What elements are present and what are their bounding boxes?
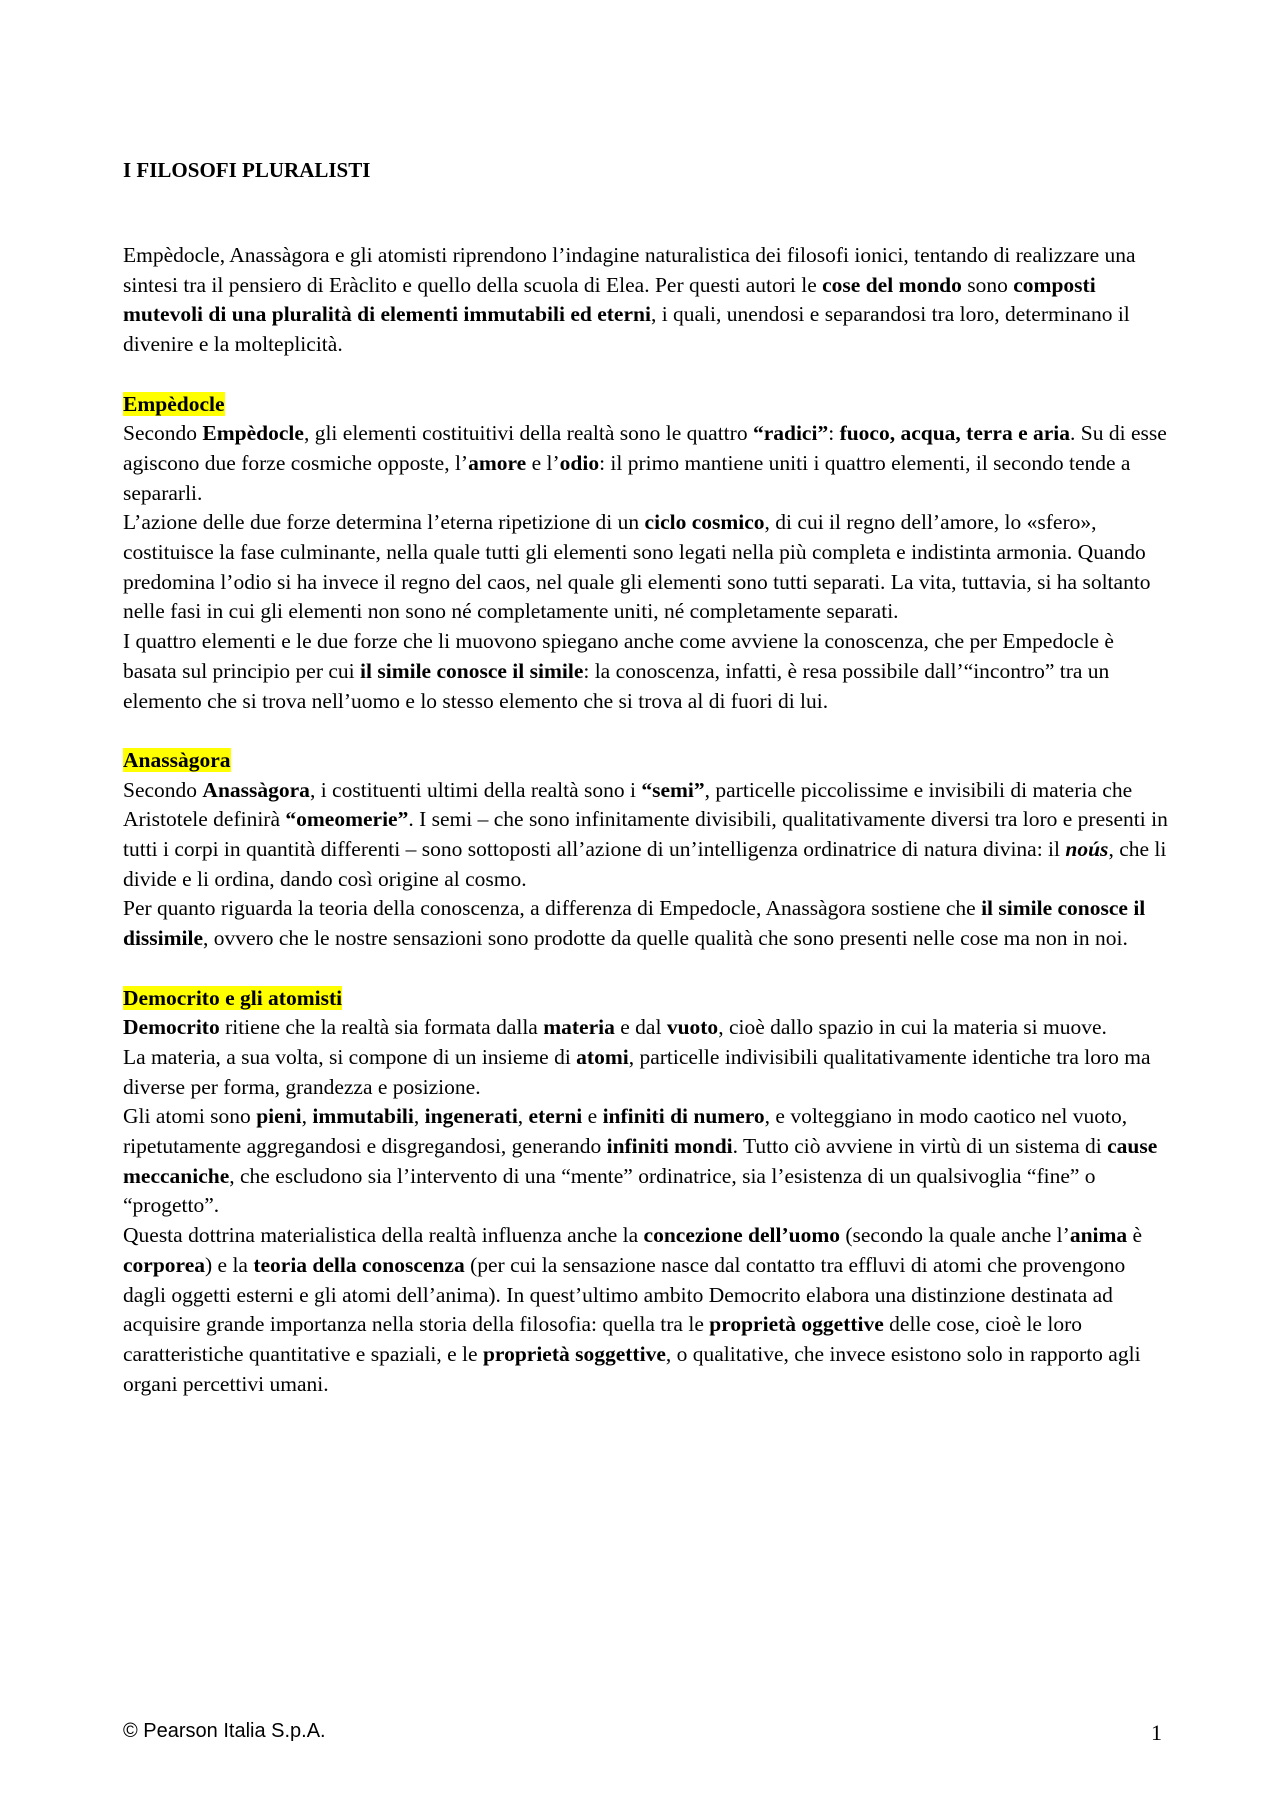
text-run: , i quali, unendosi e separandosi tra loro, determinano il divenire e la molteplicità. (123, 302, 1130, 357)
section-paragraph (123, 508, 1173, 627)
text-run: . Su di esse agiscono due forze cosmiche opposte, l’ (123, 421, 1167, 475)
text-run: , i costituenti ultimi della realtà sono i (309, 777, 642, 802)
text-run: ritiene che la realtà sia formata dalla (219, 1015, 544, 1040)
text-run: L’azione delle due forze determina l’eterna ripetizione di un (123, 510, 645, 535)
page-number: 1 (1151, 1720, 1162, 1745)
text-run: (per cui la sensazione nasce dal contatto tra effluvi di atomi che provengono dagli oggetti esterni e gli atomi dell’anima). In quest’ultimo ambito Democrito elabora una distinzione destinata ad acquisire grande importanza nella storia della filosofia: quella tra le (123, 1252, 1126, 1337)
section-paragraph (123, 1043, 1173, 1102)
sections-container (123, 360, 1173, 1400)
text-run: : il primo mantiene uniti i quattro elementi, il secondo tende a separarli. (123, 450, 1131, 505)
text-run: , di cui il regno dell’amore, lo «sfero», costituisce la fase culminante, nella quale tutti gli elementi sono legati nella più completa e indistinta armonia. Quando predomina l’odio si ha invece il regno del caos, nel quale gli elementi sono tutti separati. La vita, tuttavia, si ha soltanto nelle fasi in cui gli elementi non sono né completamente uniti, né completamente separati. (123, 510, 1151, 624)
section-paragraph (123, 419, 1173, 508)
footer-copyright: © Pearson Italia S.p.A. (123, 1720, 326, 1742)
text-run: Gli atomi sono (123, 1104, 257, 1129)
text-run: La materia, a sua volta, si compone di un insieme di (123, 1044, 577, 1069)
bold-text: infiniti mondi (606, 1134, 733, 1159)
bold-text: teoria della conoscenza (253, 1252, 465, 1277)
text-run: , o qualitative, che invece esistono solo in rapporto agli organi percettivi umani. (123, 1341, 1141, 1396)
section-spacer (123, 360, 1173, 390)
section-paragraph (123, 1013, 1173, 1043)
bold-text: odio (559, 450, 600, 475)
text-run: Per quanto riguarda la teoria della conoscenza, a differenza di Empedocle, Anassàgora sostiene che (123, 896, 982, 921)
text-run: , cioè dallo spazio in cui la materia si muove. (718, 1015, 1107, 1040)
bold-text: anima (1069, 1223, 1128, 1248)
section-paragraph (123, 1221, 1173, 1399)
text-run: , gli elementi costituitivi della realtà sono le quattro (303, 421, 753, 446)
section-heading: Democrito e gli atomisti (123, 985, 343, 1010)
section-spacer (123, 716, 1173, 746)
section-heading: Anassàgora (123, 747, 231, 772)
text-run: e l’ (526, 450, 560, 475)
section-paragraph (123, 776, 1173, 895)
section-paragraph (123, 1102, 1173, 1221)
bold-text: concezione dell’uomo (643, 1223, 840, 1248)
bold-text: infiniti di numero (602, 1104, 765, 1129)
bold-text: “semi” (641, 777, 705, 802)
text-run: . I semi – che sono infinitamente divisibili, qualitativamente diversi tra loro e presenti in tutti i corpi in quantità differenti – sono sottoposti all’azione di un’intelligenza ordinatrice di natura divina: il (123, 807, 1168, 862)
text-run: , (517, 1104, 529, 1129)
page-title: I FILOSOFI PLURALISTI (123, 158, 371, 182)
text-run: e (582, 1104, 603, 1129)
bold-text: Empèdocle (202, 421, 304, 446)
bold-italic-run (1065, 837, 1108, 861)
text-run: , e volteggiano in modo caotico nel vuoto, ripetutamente aggregandosi e disgregandosi, generando (123, 1104, 1128, 1159)
text-run: Secondo (123, 421, 203, 446)
bold-text: composti mutevoli di una pluralità di elementi immutabili ed eterni (123, 272, 1096, 327)
text-run: , particelle indivisibili qualitativamente identiche tra loro ma diverse per forma, grandezza e posizione. (123, 1044, 1151, 1099)
text-run: Empèdocle, Anassàgora e gli atomisti riprendono l’indagine naturalistica dei filosofi ionici, tentando di realizzare una sintesi tra il pensiero di Eràclito e quello della scuola di Elea. Per questi autori le (123, 243, 1136, 297)
bold-text: atomi (576, 1044, 629, 1069)
bold-text: ingenerati (424, 1104, 518, 1129)
text-run: , che escludono sia l’intervento di una “mente” ordinatrice, sia l’esistenza di un qualsivoglia “fine” o “progetto”. (123, 1163, 1096, 1218)
text-run: sono (961, 272, 1014, 297)
emphasis-text: noús (1065, 837, 1109, 862)
section-spacer (123, 954, 1173, 984)
bold-text: Anassàgora (202, 777, 310, 802)
text-run: delle cose, cioè le loro caratteristiche quantitative e spaziali, e le (123, 1312, 1082, 1366)
section-heading-line (123, 984, 1173, 1014)
text-run: . Tutto ciò avviene in virtù di un sistema di (732, 1134, 1108, 1159)
text-run: è (1127, 1223, 1143, 1248)
text-run: : (828, 421, 840, 446)
bold-text: cause meccaniche (123, 1134, 1158, 1188)
bold-text: pieni (256, 1104, 302, 1129)
text-run: ) e la (205, 1252, 254, 1277)
document-body (123, 241, 1173, 1399)
bold-text: vuoto (666, 1015, 719, 1040)
text-run: , ovvero che le nostre sensazioni sono prodotte da quelle qualità che sono presenti nelle cose ma non in noi. (203, 926, 1128, 951)
bold-text: il simile conosce il simile (360, 658, 584, 683)
text-run: , (301, 1104, 313, 1129)
text-run: , che li divide e li ordina, dando così origine al cosmo. (123, 837, 1167, 891)
bold-text: Democrito (123, 1015, 220, 1040)
bold-text: corporea (123, 1252, 205, 1277)
bold-text: “radici” (752, 421, 829, 446)
bold-text: amore (468, 450, 527, 475)
bold-text: cose del mondo (822, 272, 962, 297)
text-run: Questa dottrina materialistica della realtà influenza anche la (123, 1223, 644, 1248)
bold-text: immutabili (312, 1104, 414, 1129)
text-run: , (413, 1104, 425, 1129)
text-run: Secondo (123, 777, 203, 802)
intro-paragraph (123, 241, 1173, 360)
section-paragraph (123, 894, 1173, 953)
section-heading-line (123, 746, 1173, 776)
bold-text: fuoco, acqua, terra e aria (839, 421, 1071, 446)
section-heading: Empèdocle (123, 391, 225, 416)
text-run: , particelle piccolissime e invisibili di materia che Aristotele definirà (123, 777, 1133, 832)
text-run: (secondo la quale anche l’ (839, 1223, 1070, 1248)
bold-text: eterni (528, 1104, 583, 1129)
bold-text: proprietà soggettive (482, 1341, 666, 1366)
text-run: I quattro elementi e le due forze che li muovono spiegano anche come avviene la conoscenza, che per Empedocle è basata sul principio per cui (123, 629, 1114, 683)
section-paragraph (123, 627, 1173, 716)
text-run: e dal (614, 1015, 667, 1040)
bold-text: il simile conosce il dissimile (123, 896, 1146, 951)
bold-text: ciclo cosmico (644, 510, 765, 535)
text-run: : la conoscenza, infatti, è resa possibile dall’“incontro” tra un elemento che si trova nell’uomo e lo stesso elemento che si trova al di fuori di lui. (123, 658, 1110, 713)
section-heading-line (123, 390, 1173, 420)
bold-text: materia (543, 1015, 615, 1040)
bold-text: “omeomerie” (285, 807, 409, 832)
bold-text: proprietà oggettive (709, 1312, 884, 1337)
